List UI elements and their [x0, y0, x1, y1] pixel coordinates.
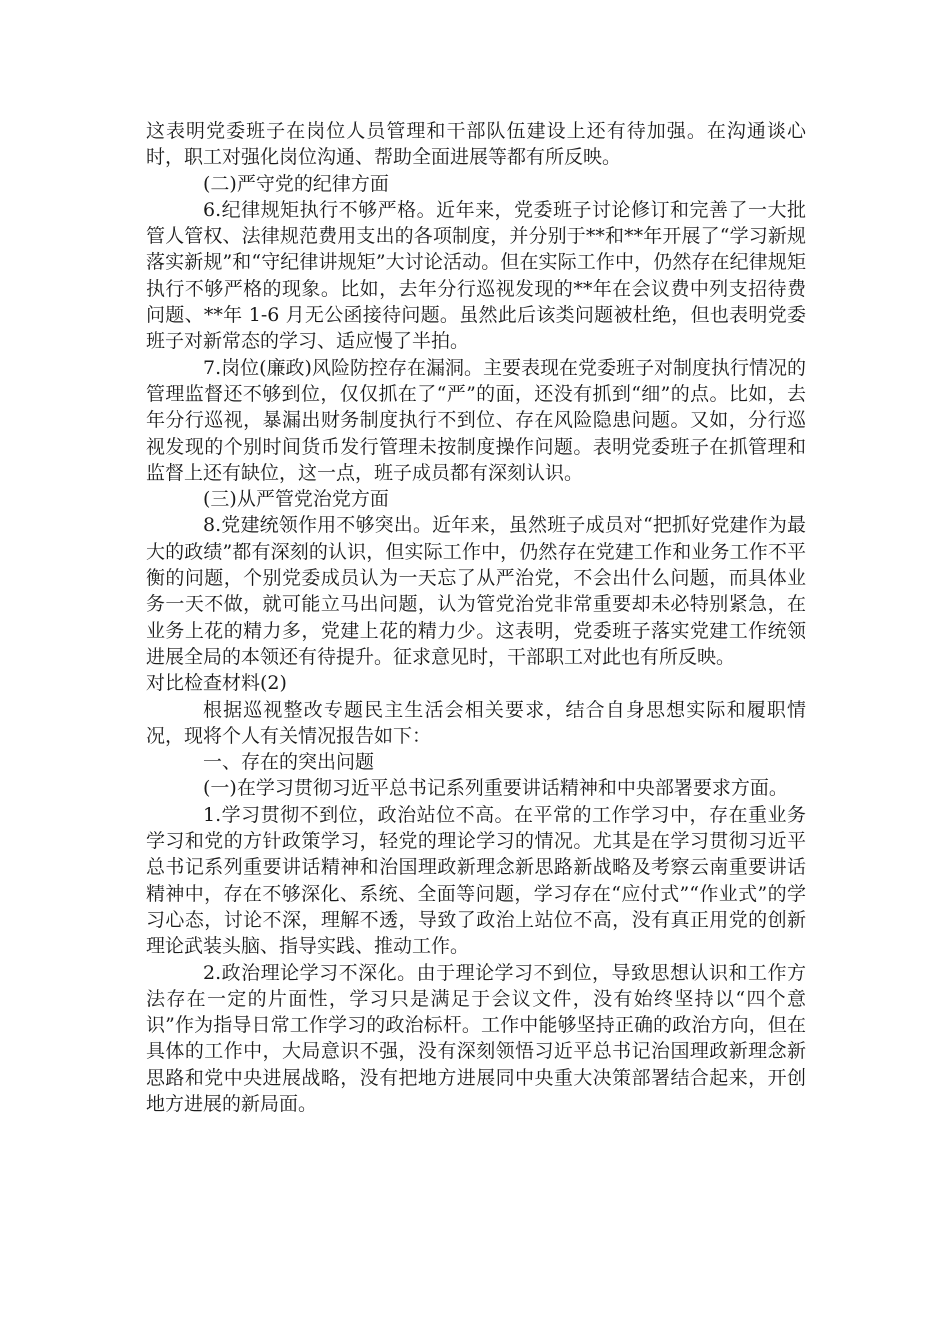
subsection-heading-study: (一)在学习贯彻习近平总书记系列重要讲话精神和中央部署要求方面。	[203, 777, 788, 800]
paragraph-item-2: 2.政治理论学习不深化。由于理论学习不到位，导致思想认识和工作方法存在一定的片面性，学习只是满足于会议文件，没有始终坚持以“四个意识”作为指导日常工作学习的政治标杆。工作中能够坚持正确的政治方向，但在具体的工作中，大局意识不强，没有深刻领悟习近平总书记治国理政新理念新思路和党中央进展战略，没有把地方进展同中央重大决策部署结合起来，开创地方进展的新局面。	[146, 961, 806, 1115]
section-heading-problems: 一、存在的突出问题	[203, 751, 375, 774]
paragraph-intro: 根据巡视整改专题民主生活会相关要求，结合自身思想实际和履职情况，现将个人有关情况报告如下：	[146, 698, 806, 747]
section-heading-party-governance: (三)从严管党治党方面	[203, 488, 389, 511]
document-page	[146, 118, 806, 1117]
paragraph-item-1: 1.学习贯彻不到位，政治站位不高。在平常的工作学习中，存在重业务学习和党的方针政策学习，轻党的理论学习的情况。尤其是在学习贯彻习近平总书记系列重要讲话精神和治国理政新理念新思路新战略及考察云南重要讲话精神中，存在不够深化、系统、全面等问题，学习存在“应付式”“作业式”的学习心态，讨论不深，理解不透，导致了政治上站位不高，没有真正用党的创新理论武装头脑、指导实践、推动工作。	[146, 803, 806, 958]
paragraph-item-6: 6.纪律规矩执行不够严格。近年来，党委班子讨论修订和完善了一大批管人管权、法律规范费用支出的各项制度，并分别于**和**年开展了“学习新规落实新规”和“守纪律讲规矩”大讨论活动。但在实际工作中，仍然存在纪律规矩执行不够严格的现象。比如，去年分行巡视发现的**年在会议费中列支招待费问题、**年 1-6 月无公函接待问题。虽然此后该类问题被杜绝，但也表明党委班子对新常态的学习、适应慢了半拍。	[146, 198, 806, 353]
section-heading-discipline: (二)严守党的纪律方面	[203, 172, 389, 195]
document-title: 对比检查材料(2)	[146, 672, 287, 695]
paragraph-item-8: 8.党建统领作用不够突出。近年来，虽然班子成员对“把抓好党建作为最大的政绩”都有深刻的认识，但实际工作中，仍然存在党建工作和业务工作不平衡的问题，个别党委成员认为一天忘了从严治党，不会出什么问题，而具体业务一天不做，就可能立马出问题，认为管党治党非常重要却未必特别紧急，在业务上花的精力多，党建上花的精力少。这表明，党委班子落实党建工作统领进展全局的本领还有待提升。征求意见时，干部职工对此也有所反映。	[146, 514, 806, 668]
paragraph-continuation: 这表明党委班子在岗位人员管理和干部队伍建设上还有待加强。在沟通谈心时，职工对强化岗位沟通、帮助全面进展等都有所反映。	[146, 120, 806, 169]
paragraph-item-7: 7.岗位(廉政)风险防控存在漏洞。主要表现在党委班子对制度执行情况的管理监督还不够到位，仅仅抓在了“严”的面，还没有抓到“细”的点。比如，去年分行巡视，暴漏出财务制度执行不到位、存在风险隐患问题。又如，分行巡视发现的个别时间货币发行管理未按制度操作问题。表明党委班子在抓管理和监督上还有缺位，这一点，班子成员都有深刻认识。	[146, 356, 806, 484]
